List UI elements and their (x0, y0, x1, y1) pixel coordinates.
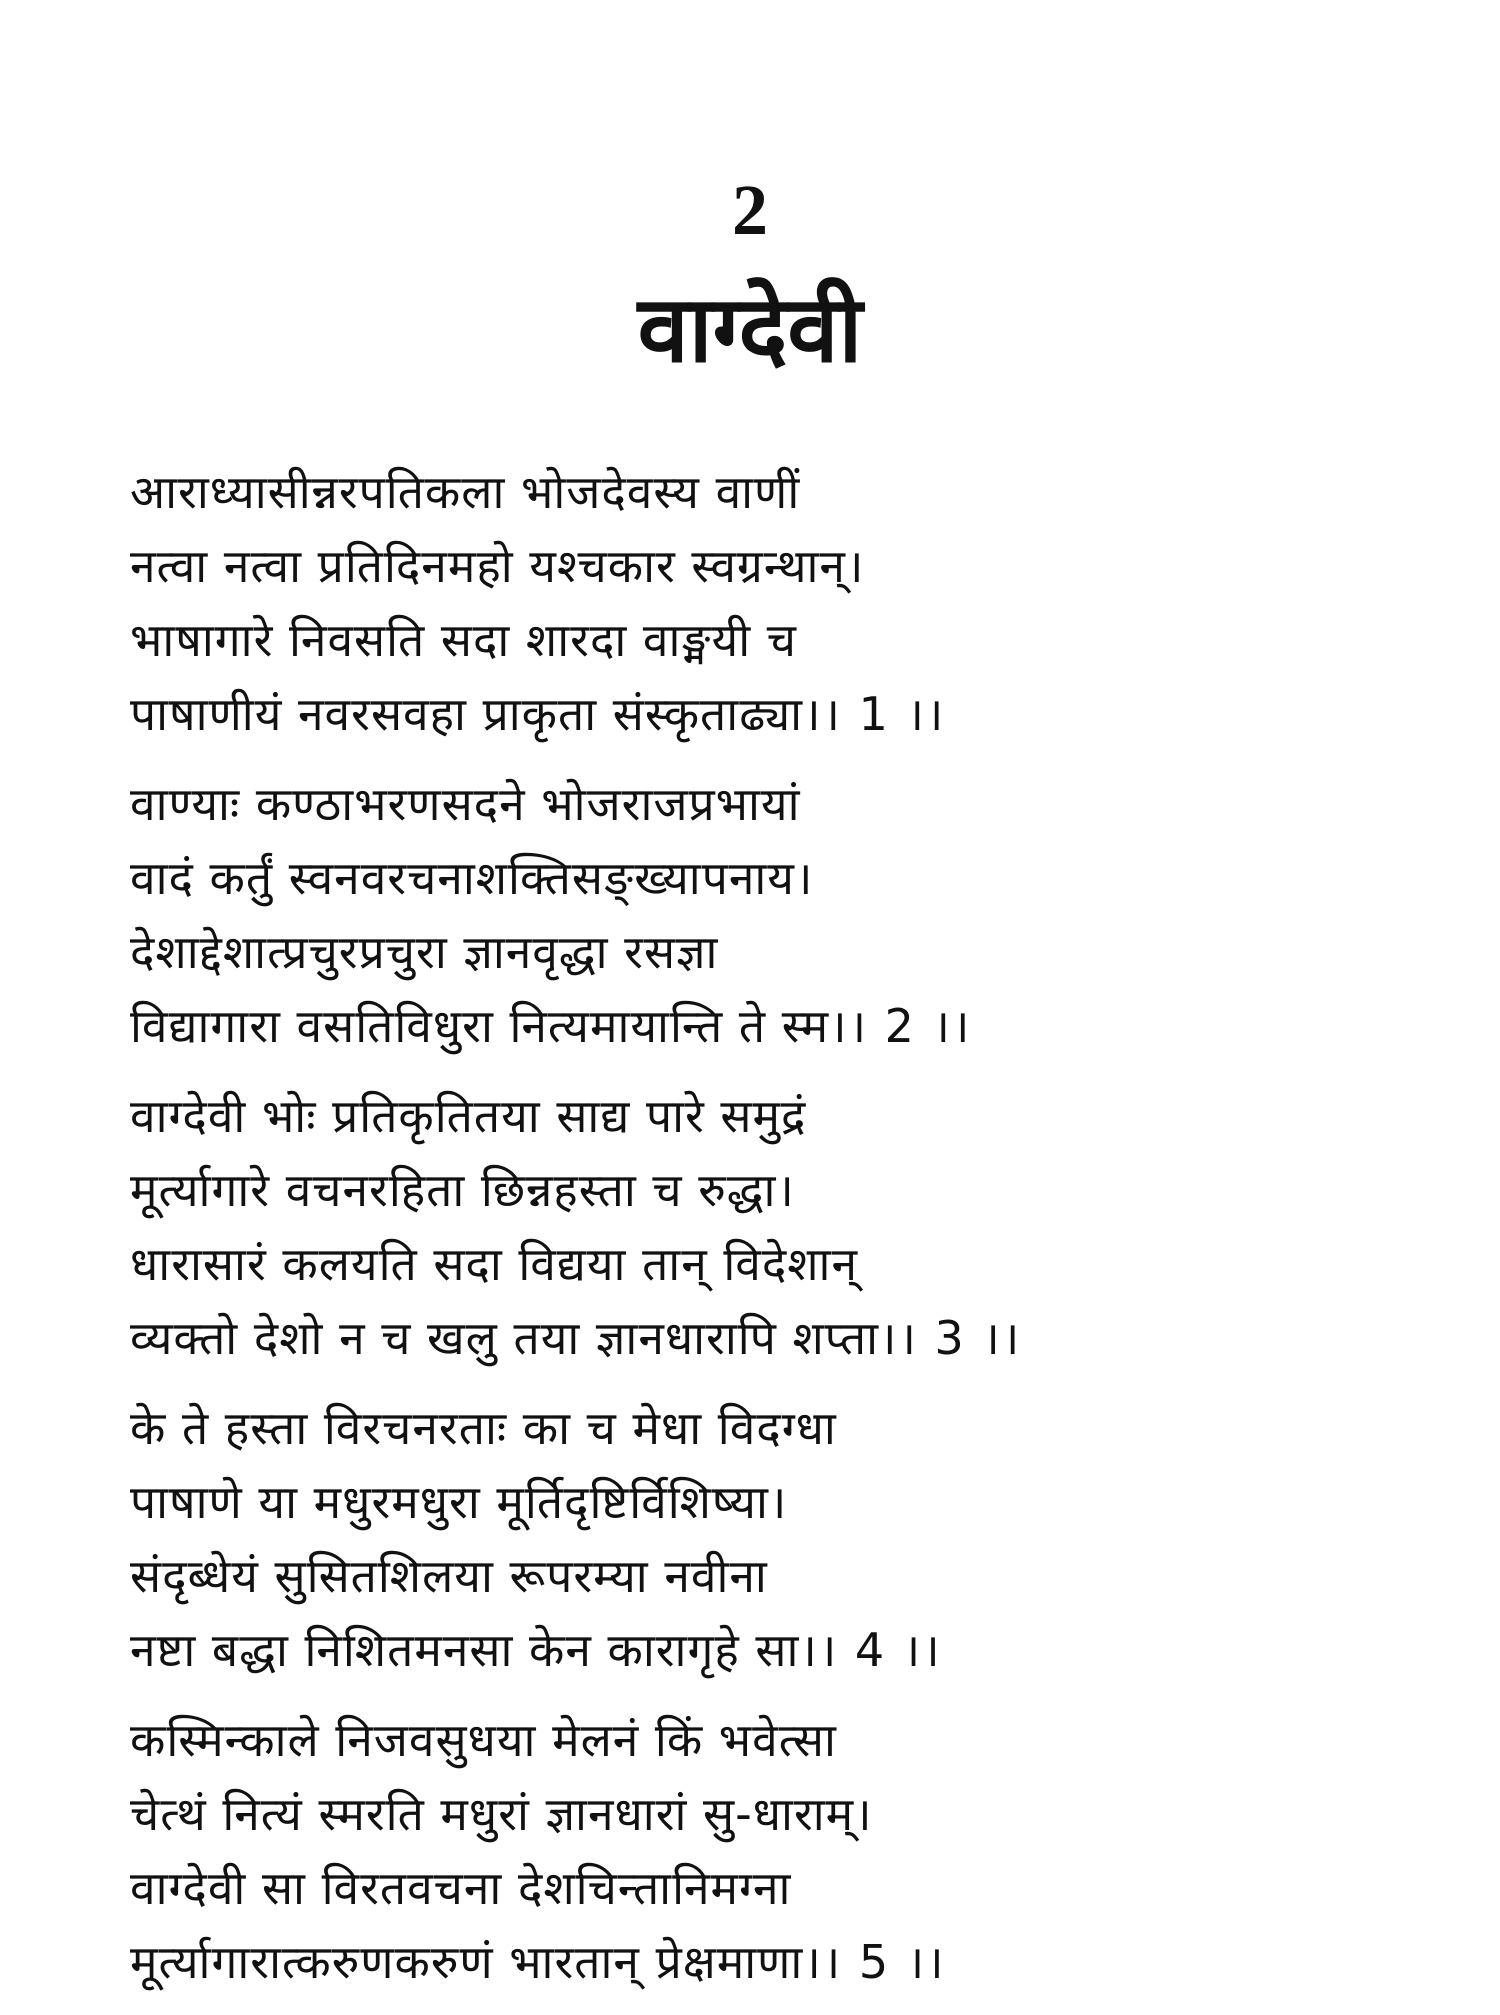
stanza-1 (130, 455, 1450, 751)
verse-line: पाषाणे या मधुरमधुरा मूर्तिदृष्टिर्विशिष्या। (130, 1475, 788, 1529)
verse-body (130, 455, 1450, 2015)
verse-line: देशाद्देशात्प्रचुरप्रचुरा ज्ञानवृद्धा रसज्ञा (130, 925, 719, 979)
verse-line: संदृब्धेयं सुसितशिलया रूपरम्या नवीना (130, 1549, 768, 1603)
verse-line: चेत्थं नित्यं स्मरति मधुरां ज्ञानधारां सु-धाराम्। (130, 1787, 873, 1841)
verse-number: ।। 3 ।। (879, 1311, 1022, 1365)
verse-line-last (130, 1613, 1450, 1687)
verse-line-text: विद्यागारा वसतिविधुरा नित्यमायान्ति ते स्म (130, 999, 830, 1053)
verse-number: ।। 4 ।। (799, 1623, 942, 1677)
verse-line-last (130, 677, 1450, 751)
verse-line-text: मूर्त्यागारात्करुणकरुणं भारतान् प्रेक्षमाणा (130, 1935, 804, 1989)
verse-line: वाग्देवी सा विरतवचना देशचिन्तानिमग्ना (130, 1861, 792, 1915)
verse-line-text: नष्टा बद्धा निशितमनसा केन कारागृहे सा (130, 1623, 800, 1677)
verse-line: आराध्यासीन्नरपतिकला भोजदेवस्य वाणीं (130, 465, 801, 519)
stanza-3 (130, 1079, 1450, 1375)
verse-line: वाग्देवी भोः प्रतिकृतितया साद्य पारे समुद्रं (130, 1089, 807, 1143)
verse-line: वादं कर्तुं स्वनवरचनाशक्तिसङ्ख्यापनाय। (130, 851, 814, 905)
verse-line: धारासारं कलयति सदा विद्यया तान् विदेशान् (130, 1237, 859, 1291)
verse-line: भाषागारे निवसति सदा शारदा वाङ्मयी च (130, 613, 797, 667)
verse-line-text: व्यक्तो देशो न च खलु तया ज्ञानधारापि शप्ता (130, 1311, 880, 1365)
chapter-number: 2 (732, 170, 768, 250)
chapter-title: वाग्देवी (637, 276, 863, 383)
verse-line-last (130, 1301, 1450, 1375)
stanza-4 (130, 1391, 1450, 1687)
verse-number: ।। 5 ।। (803, 1935, 946, 1989)
verse-line-last (130, 989, 1450, 1063)
stanza-5 (130, 1703, 1450, 1999)
verse-line-text: पाषाणीयं नवरसवहा प्राकृता संस्कृताढ्या (130, 687, 804, 741)
verse-line: कस्मिन्काले निजवसुधया मेलनं किं भवेत्सा (130, 1713, 837, 1767)
stanza-2 (130, 767, 1450, 1063)
verse-number: ।। 1 ।। (803, 687, 946, 741)
verse-line: वाण्याः कण्ठाभरणसदने भोजराजप्रभायां (130, 777, 801, 831)
verse-line-last (130, 1925, 1450, 1999)
verse-line: नत्वा नत्वा प्रतिदिनमहो यश्चकार स्वग्रन्थान्। (130, 539, 865, 593)
verse-line: के ते हस्ता विरचनरताः का च मेधा विदग्धा (130, 1401, 837, 1455)
verse-number: ।। 2 ।। (829, 999, 972, 1053)
verse-line: मूर्त्यागारे वचनरहिता छिन्नहस्ता च रुद्धा। (130, 1163, 795, 1217)
